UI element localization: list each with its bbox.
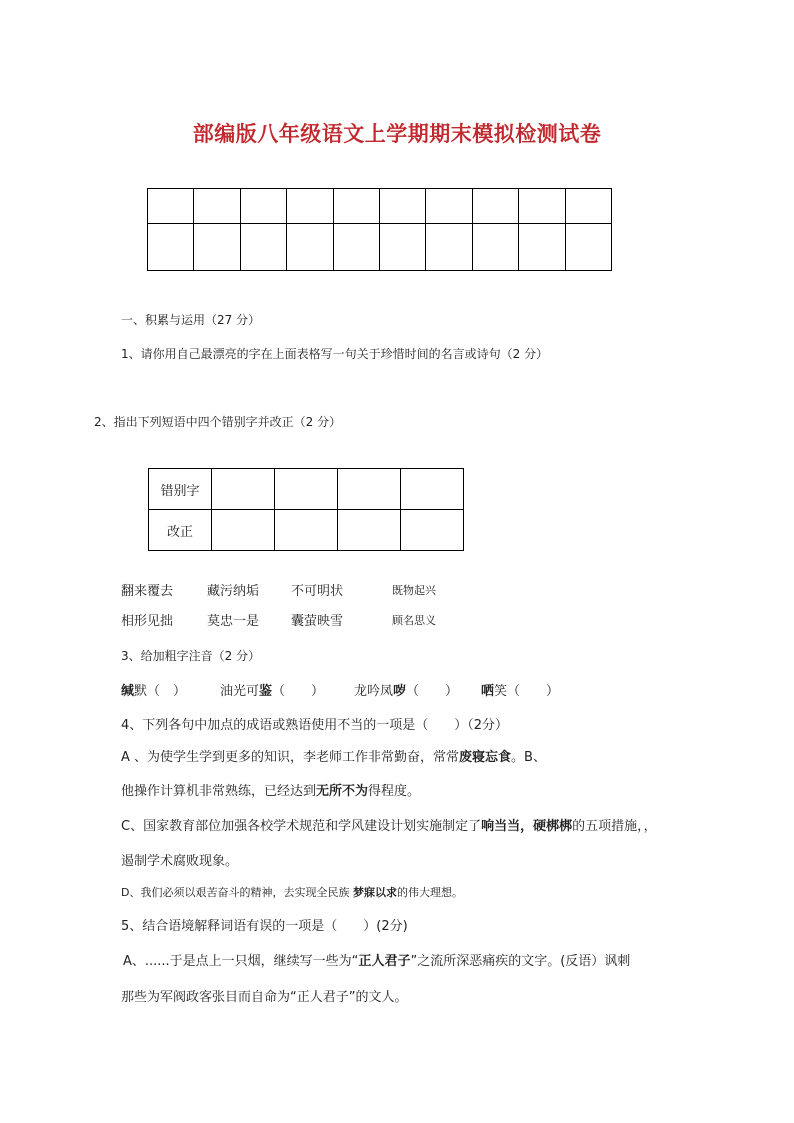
- question-5: 5、结合语境解释词语有误的一项是（ ）(2分): [121, 919, 408, 934]
- q5-option-a: [123, 950, 630, 969]
- bold-phrase: 响当当，硬梆梆: [481, 819, 573, 834]
- question-1: 1、请你用自己最漂亮的字在上面表格写一句关于珍惜时间的名言或诗句（2 分）: [121, 347, 549, 361]
- item-rest: （ ）: [406, 684, 459, 699]
- correction-cell[interactable]: [401, 469, 464, 510]
- grid-cell[interactable]: [426, 189, 472, 224]
- grid-cell[interactable]: [472, 224, 518, 271]
- phrase: 藏污纳垢: [207, 584, 260, 599]
- bold-phrase: 正人君子: [358, 954, 411, 969]
- grid-cell[interactable]: [565, 189, 611, 224]
- phrase: 顾名思义: [392, 614, 436, 627]
- section-heading: 一、积累与运用（27 分）: [121, 313, 261, 327]
- correction-cell[interactable]: [275, 510, 338, 551]
- option-b: [121, 780, 420, 799]
- grid-cell[interactable]: [148, 224, 194, 271]
- grid-cell[interactable]: [287, 189, 333, 224]
- pinyin-item: [354, 680, 458, 699]
- pinyin-item: [481, 680, 559, 699]
- grid-cell[interactable]: [472, 189, 518, 224]
- phrase: 不可明状: [291, 584, 344, 599]
- grid-cell[interactable]: [565, 224, 611, 271]
- grid-cell[interactable]: [194, 224, 240, 271]
- text: C、国家教育部位加强各校学术规范和学风建设计划实施制定了: [121, 819, 482, 834]
- correction-cell[interactable]: [338, 469, 401, 510]
- option-c-cont: 遏制学术腐败现象。: [121, 854, 239, 869]
- bold-phrase: 梦寐以求: [352, 886, 397, 899]
- grid-cell[interactable]: [240, 224, 286, 271]
- question-4: 4、下列各句中加点的成语或熟语使用不当的一项是（ ）（2分）: [121, 718, 509, 733]
- question-2: 2、指出下列短语中四个错别字并改正（2 分）: [94, 415, 342, 429]
- text: 的伟大理想。: [396, 886, 463, 899]
- pinyin-item: [220, 680, 324, 699]
- grid-cell[interactable]: [379, 189, 425, 224]
- bold-char: 哕: [393, 684, 407, 699]
- grid-cell[interactable]: [287, 224, 333, 271]
- bold-phrase: 废寝忘食: [459, 750, 512, 765]
- text: 的五项措施，，: [572, 819, 657, 834]
- grid-cell[interactable]: [194, 189, 240, 224]
- phrase: 囊萤映雪: [291, 614, 344, 629]
- text: A、......于是点上一只烟，继续写一些为“: [123, 954, 359, 969]
- page-title: 部编版八年级语文上学期期末模拟检测试卷: [192, 121, 602, 146]
- correction-row-label: 错别字: [149, 469, 212, 510]
- text: D、我们必须以艰苦奋斗的精神，去实现全民族: [121, 886, 353, 899]
- correction-cell[interactable]: [212, 510, 275, 551]
- option-c: [121, 815, 657, 834]
- question-3: 3、给加粗字注音（2 分）: [121, 649, 261, 663]
- item-pre: 龙吟凤: [354, 684, 394, 699]
- bold-char: 哂: [481, 684, 495, 699]
- phrase: 相形见拙: [121, 614, 174, 629]
- item-rest: （ ）: [272, 684, 325, 699]
- bold-char: 鉴: [259, 684, 273, 699]
- option-d: [121, 884, 463, 900]
- grid-cell[interactable]: [240, 189, 286, 224]
- correction-table: [148, 468, 464, 551]
- grid-cell[interactable]: [519, 189, 565, 224]
- correction-cell[interactable]: [338, 510, 401, 551]
- text: ”之流所深恶痛疾的文字。(反语）讽刺: [410, 954, 631, 969]
- grid-cell[interactable]: [426, 224, 472, 271]
- correction-cell[interactable]: [275, 469, 338, 510]
- phrase: 翻来覆去: [121, 584, 174, 599]
- pinyin-item: [121, 680, 186, 699]
- correction-cell[interactable]: [401, 510, 464, 551]
- q5-option-a-cont: 那些为军阀政客张目而自命为“正人君子”的文人。: [121, 990, 408, 1005]
- item-rest: 笑（ ）: [494, 684, 560, 699]
- text: A 、为使学生学到更多的知识，李老师工作非常勤奋，常常: [121, 750, 460, 765]
- writing-grid: [147, 188, 612, 271]
- phrase: 既物起兴: [392, 584, 436, 597]
- option-a: [121, 746, 546, 765]
- grid-cell[interactable]: [519, 224, 565, 271]
- grid-cell[interactable]: [333, 189, 379, 224]
- grid-cell[interactable]: [148, 189, 194, 224]
- item-pre: 油光可: [220, 684, 260, 699]
- item-rest: 默（ ）: [134, 684, 187, 699]
- bold-phrase: 无所不为: [316, 784, 369, 799]
- text: 。B、: [511, 750, 546, 765]
- grid-cell[interactable]: [379, 224, 425, 271]
- correction-row-label: 改正: [149, 510, 212, 551]
- phrase: 莫忠一是: [207, 614, 260, 629]
- correction-cell[interactable]: [212, 469, 275, 510]
- grid-cell[interactable]: [333, 224, 379, 271]
- text: 他操作计算机非常熟练，已经达到: [121, 784, 317, 799]
- bold-char: 缄: [121, 684, 135, 699]
- text: 得程度。: [368, 784, 421, 799]
